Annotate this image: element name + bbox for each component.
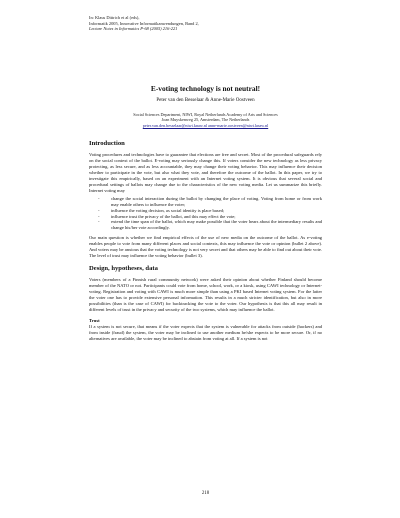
intro-paragraph-2: Our main question is whether we find empirical effects of the use of new media on the outcome of the ballot. As e-voting enables people to vote from many different places and social contexts, this may influence the vote or opinion (bullet 2 above). And voters may be anxious that the voting technology is not very secret and that others may be able to find out about their vote. The level of trust may influence the voting behavior (bullet 3). bbox=[89, 235, 322, 259]
effects-bullet-list bbox=[89, 196, 322, 232]
bullet-item: - influence the voting decision, as social identity is place based; bbox=[111, 208, 322, 214]
affiliation-block bbox=[89, 112, 322, 128]
page-number: 218 bbox=[201, 491, 210, 496]
header-line-series: Lecture Notes in Informatics P-68 (2005) 216-221 bbox=[89, 26, 178, 32]
trust-paragraph-1: If a system is not secure, that means if the voter expects that the system is vulnerable for attacks from outside (hackers) and from inside (fraud) the system, the voter may be inclined to use another medium he/she expects to be more secure. Or, if no alternatives are available, the voter may be inclined to abstain from voting at all. If a system is not bbox=[89, 323, 322, 341]
paper-title: E-voting technology is not neutral! bbox=[150, 84, 261, 93]
intro-paragraph-1: Voting procedures and technologies have to guarantee that elections are free and secret. Most of the procedural safeguards rely on the social context of the ballot. E-voting may seriously change this. If voters consider the new technology as less privacy protecting, as less secure, and as less accountable, they may change their voting behavior. This may influence their decision whether to participate in the vote, but also what they vote, and therefore the outcome of the ballot. In this paper, we try to investigate this empirically, based on an experiment with an Internet voting system. It is obvious that several social and procedural settings of ballots may change due to the characteristics of the new voting media. Let us summarize this briefly. Internet voting may bbox=[89, 152, 322, 193]
bullet-item: - influence trust the privacy of the ballot, and this may effect the vote; bbox=[111, 214, 322, 220]
section-heading-design: Design, hypotheses, data bbox=[89, 265, 158, 273]
author-emails[interactable]: peter.van.den.besselaar@niwi.knaw.nl anne-marie.oostveen@niwi.knaw.nl bbox=[142, 122, 269, 128]
bullet-item: - extend the time span of the ballot, which may make possible that the voter hears about the intermediary results and change his/her vote accordingly. bbox=[111, 219, 322, 231]
subsection-heading-trust: Trust bbox=[89, 317, 100, 323]
section-heading-introduction: Introduction bbox=[89, 140, 125, 147]
header-line-editors: In: Klaus Dittrich et al (eds), bbox=[89, 15, 140, 20]
paper-authors: Peter van den Besselaar & Anne-Marie Oostveen bbox=[156, 98, 255, 103]
design-paragraph-1: Voters (members of a Finnish rural community network) were asked their opinion about whether Finland should become member of the NATO or not. Participants could vote from home, school, work, or a kiosk, using CAWI technology or Internet-voting. Registration and voting with CAWI is much more simple than using a PKI based Internet voting system. For the latter the voter one has to provide extensive personal information. This results in a much stricter identification, but also in more possibilities (than is the case of CAWI) for backtracking the vote to the voter. Our hypothesis is that this all may result in different levels of trust in the privacy and security of the two systems, which may influence the ballot. bbox=[89, 277, 322, 312]
bullet-item: - change the social interaction during the ballot by changing the place of voting. Voting from home or from work may enable others to influence the voter; bbox=[111, 196, 322, 208]
body-column bbox=[89, 140, 322, 342]
affiliation-department: Social Sciences Department, NIWI, Royal Netherlands Academy of Arts and Sciences bbox=[133, 112, 278, 117]
header-line-volume: Informatik 2005, Innovative Informatikanwendungen, Band 2, bbox=[89, 20, 199, 26]
affiliation-address: Joan Muyskenweg 25, Amsterdam, The Netherlands bbox=[161, 117, 250, 123]
publication-header bbox=[89, 15, 322, 32]
